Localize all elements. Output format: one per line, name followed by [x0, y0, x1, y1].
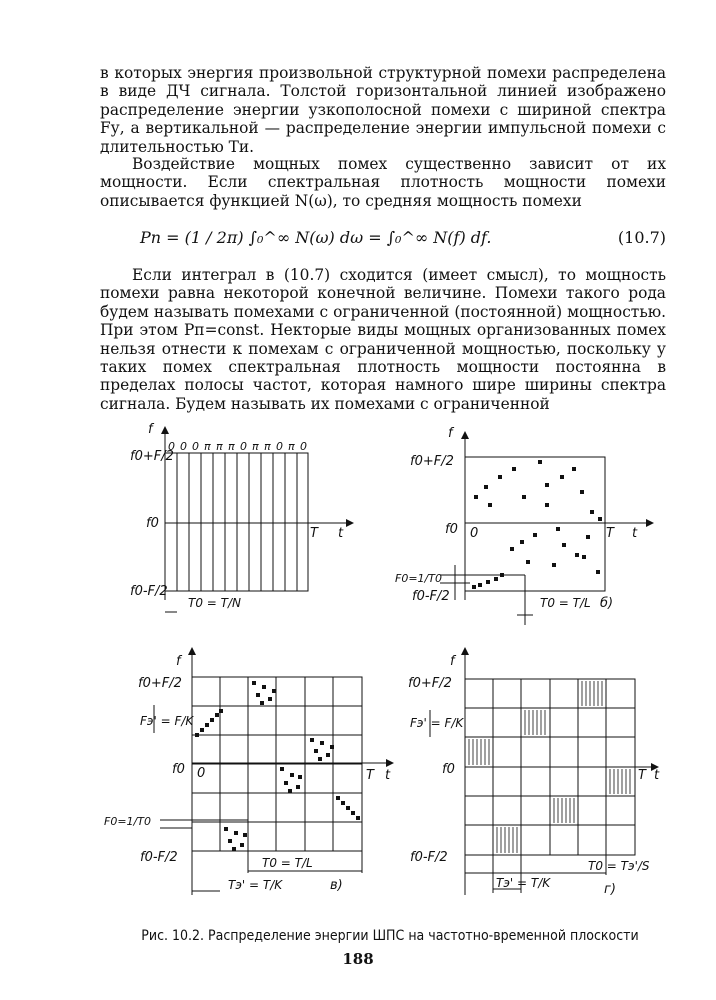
panel-d-T-label: T — [638, 768, 646, 783]
panel-b-bottom-label: f0-F/2 — [412, 589, 450, 604]
panel-c-t0-label: T0 = T/L — [262, 856, 313, 870]
figure-caption: Рис. 10.2. Распределение энергии ШПС на частотно-временной плоскости — [141, 928, 639, 944]
phase-label: π — [228, 440, 235, 453]
phase-label: 0 — [240, 440, 247, 453]
formula-number: (10.7) — [617, 228, 666, 247]
phase-label: π — [264, 440, 271, 453]
panel-c-te-label: Tэ' = T/K — [228, 878, 283, 892]
panel-c-t-label: t — [385, 768, 391, 783]
panel-d-grid — [465, 679, 635, 855]
phase-label: 0 — [180, 440, 187, 453]
panel-d-fe-label: Fэ' = F/K — [410, 716, 464, 730]
panel-c — [104, 651, 391, 895]
panel-a-t0-label: T0 = T/N — [188, 596, 241, 610]
panel-b-T-label: T — [606, 526, 614, 541]
panel-a-f0-label: f0 — [146, 516, 159, 531]
panel-a-T-label: T — [310, 526, 318, 541]
panel-b-f0-label: f0 — [445, 522, 458, 537]
paragraph-3: Если интеграл в (10.7) сходится (имеет смысл), то мощность помехи равна некоторой конечной величине. Помехи такого рода будем называть помехами с ограниченной (постоянной) мощностью. При этом Pп=const. Некторые виды мощных организованных помех нельзя отнести к помехам с ограниченной мощностью, поскольку у таких помех спектральная плотность мощности постоянна в пределах полосы частот, которая намного шире ширины спектра сигнала. Будем называть их помехами с ограниченной — [100, 266, 666, 413]
panel-d — [408, 651, 660, 897]
paragraph-1: в которых энергия произвольной структурной помехи распределена в виде ДЧ сигнала. Толстой горизонтальной линией изображено распределение энергии узкополосной помехи с шириной спектра Fу, а вертикальной — распределение энергии импульсной помехи с длительностью Tи. — [100, 64, 666, 156]
panel-b-energy-dots — [472, 460, 602, 589]
panel-b-top-label: f0+F/2 — [410, 454, 454, 469]
panel-c-top-label: f0+F/2 — [138, 676, 182, 691]
panel-a-f-label: f — [148, 422, 153, 437]
panel-d-bottom-label: f0-F/2 — [410, 850, 448, 865]
panel-c-zero-label: 0 — [197, 766, 206, 781]
panel-c-pulse-label: F0=1/T0 — [104, 815, 151, 828]
panel-b-f-label: f — [448, 426, 453, 441]
phase-label: 0 — [192, 440, 199, 453]
panel-b-t-label: t — [632, 526, 638, 541]
figure-10-2 — [0, 415, 716, 925]
phase-label: π — [288, 440, 295, 453]
phase-label: 0 — [300, 440, 307, 453]
panel-c-T-label: T — [366, 768, 374, 783]
panel-b-box — [465, 457, 605, 591]
panel-c-fe-label: Fэ' = F/K — [140, 714, 194, 728]
panel-c-f0-label: f0 — [172, 762, 185, 777]
panel-d-t0-label: T0 = Tэ'/S — [588, 859, 650, 873]
panel-c-grid — [192, 677, 362, 851]
panel-a-bottom-label: f0-F/2 — [130, 584, 168, 599]
panel-b-t0-label: T0 = T/L — [540, 596, 591, 610]
panel-c-bottom-label: f0-F/2 — [140, 850, 178, 865]
phase-label: π — [204, 440, 211, 453]
panel-a-grid — [177, 453, 297, 591]
panel-c-f-label: f — [176, 654, 181, 669]
panel-a-phase-row — [168, 440, 307, 453]
panel-d-top-label: f0+F/2 — [408, 676, 452, 691]
panel-b — [395, 426, 650, 625]
panel-d-t-label: t — [654, 768, 660, 783]
paragraph-2: Воздействие мощных помех существенно зависит от их мощности. Если спектральная плотность мощности помехи описывается функцией N(ω), то средняя мощность помехи — [100, 155, 666, 210]
formula — [140, 218, 666, 262]
panel-d-f0-label: f0 — [442, 762, 455, 777]
page-number: 188 — [342, 950, 374, 968]
phase-label: π — [252, 440, 259, 453]
panel-d-f-label: f — [450, 654, 455, 669]
phase-label: 0 — [276, 440, 283, 453]
phase-label: 0 — [168, 440, 175, 453]
panel-d-te-label: Tэ' = T/K — [496, 876, 551, 890]
panel-a-top-label: f0+F/2 — [130, 449, 174, 464]
panel-b-letter: б) — [600, 596, 614, 611]
formula-expression: Pп = (1 / 2π) ∫₀^∞ N(ω) dω = ∫₀^∞ N(f) df. — [140, 228, 492, 247]
phase-label: π — [216, 440, 223, 453]
panel-a-t-label: t — [338, 526, 344, 541]
panel-d-letter: г) — [604, 882, 616, 897]
panel-b-zero-label: 0 — [470, 526, 479, 541]
panel-b-pulse-label: F0=1/T0 — [395, 572, 442, 585]
panel-c-letter: в) — [330, 878, 343, 893]
panel-a — [130, 422, 350, 612]
